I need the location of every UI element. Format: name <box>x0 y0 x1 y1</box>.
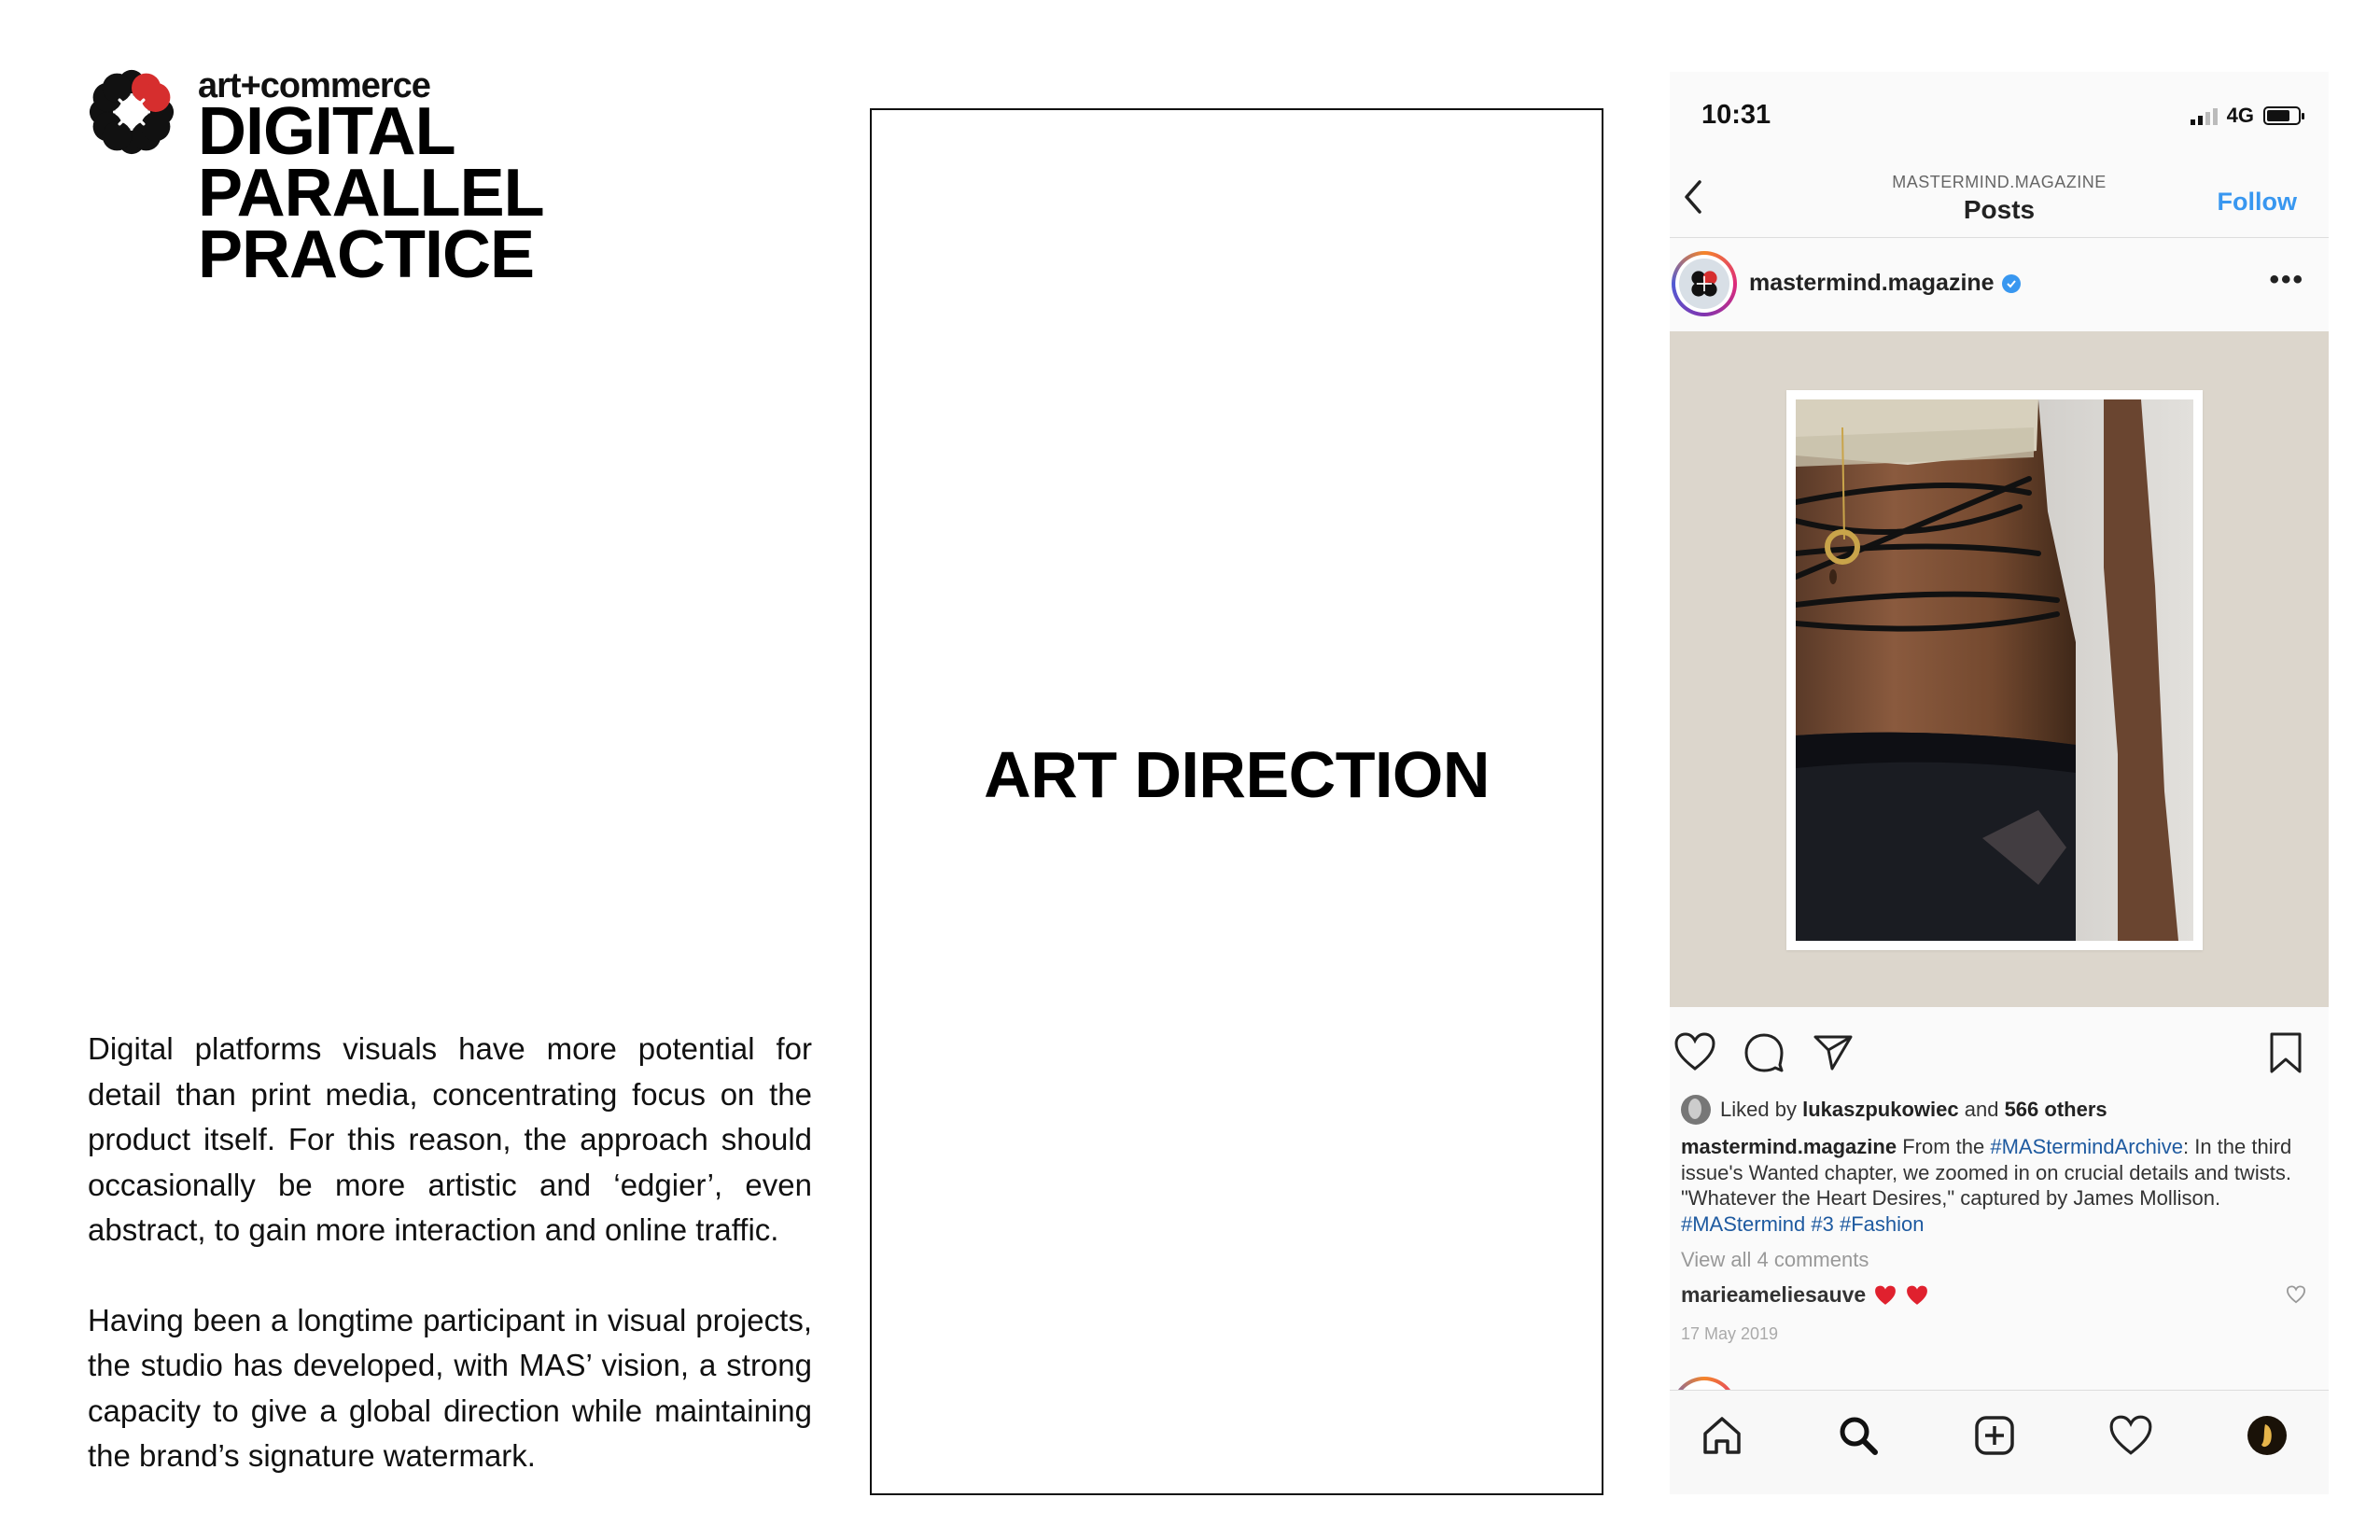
brand-superscript: art+commerce <box>198 66 430 105</box>
username-text: mastermind.magazine <box>1749 270 1995 296</box>
caption-hashtag-archive[interactable]: #MAStermindArchive <box>1990 1135 2183 1158</box>
verified-badge-icon <box>2002 274 2021 293</box>
fashion-photo <box>1796 399 2193 941</box>
liker-avatar <box>1681 1095 1711 1125</box>
nav-title: Posts <box>1963 195 2036 224</box>
clover-logo-icon <box>89 65 175 159</box>
title-line-2: PRACTICE <box>198 217 535 292</box>
red-heart-emoji-icon <box>1873 1284 1897 1307</box>
battery-icon <box>2263 106 2301 125</box>
comment-like-heart-icon[interactable] <box>2286 1285 2306 1304</box>
comment-row <box>1681 1282 1929 1308</box>
avatar[interactable] <box>1672 251 1737 316</box>
status-time: 10:31 <box>1701 100 1771 130</box>
phone-screenshot <box>1670 72 2329 1494</box>
caption-text: : In the third issue's Wanted chapter, we zoomed in on crucial details and twists. "Whatever the Heart Desires," captured by James Mollison. <box>1681 1135 2292 1210</box>
view-all-comments-link[interactable]: View all 4 comments <box>1681 1248 1869 1271</box>
profile-avatar-icon <box>2245 1413 2289 1458</box>
clover-avatar-icon <box>1688 268 1720 300</box>
caption-from: From the <box>1902 1135 1985 1158</box>
post-header <box>1670 238 2329 331</box>
tab-bar <box>1670 1390 2329 1494</box>
photo-frame <box>1786 390 2203 950</box>
brand-header <box>89 65 798 292</box>
comment-icon[interactable] <box>1743 1031 1785 1072</box>
post-date: 17 May 2019 <box>1681 1324 1779 1343</box>
signal-icon <box>2191 106 2218 125</box>
post-actions <box>1670 1015 2329 1089</box>
body-copy <box>88 1027 812 1479</box>
paragraph-1: Digital platforms visuals have more potential for detail than print media, concentrating focus on the product itself. For this reason, the approach should occasionally be more artistic and ‘edgier’, even abstract, to gain more interaction and online traffic. <box>88 1031 812 1247</box>
status-indicators <box>2191 104 2301 128</box>
nav-account-name: MASTERMIND.MAGAZINE <box>1892 173 2107 191</box>
frame-heading: ART DIRECTION <box>984 738 1490 811</box>
liked-prefix: Liked by <box>1720 1098 1797 1121</box>
home-icon <box>1700 1413 1744 1458</box>
likes-summary[interactable] <box>1681 1095 2107 1125</box>
comment-user[interactable]: marieameliesauve <box>1681 1282 1867 1307</box>
post-username[interactable] <box>1749 270 2021 297</box>
post-image[interactable] <box>1670 331 2329 1007</box>
heart-icon[interactable] <box>1673 1031 1716 1072</box>
torso-illustration <box>1796 399 2193 941</box>
tab-activity[interactable] <box>2105 1409 2157 1462</box>
follow-button[interactable]: Follow <box>2217 188 2297 216</box>
network-label: 4G <box>2226 104 2254 127</box>
nav-bar <box>1670 156 2329 238</box>
liked-user: lukaszpukowiec <box>1802 1098 1959 1121</box>
page-title <box>198 94 798 292</box>
red-heart-emoji-icon <box>1905 1284 1929 1307</box>
bookmark-icon[interactable] <box>2267 1031 2304 1074</box>
tab-search[interactable] <box>1832 1409 1884 1462</box>
add-post-icon <box>1972 1413 2017 1458</box>
caption-user[interactable]: mastermind.magazine <box>1681 1135 1897 1158</box>
post-caption <box>1681 1134 2297 1237</box>
paragraph-2: Having been a longtime participant in visual projects, the studio has developed, with MAS’ vision, a strong capacity to give a global direction while maintaining the brand’s signature watermark. <box>88 1302 812 1473</box>
art-direction-frame <box>870 108 1603 1495</box>
liked-and: and <box>1964 1098 1999 1121</box>
search-icon <box>1836 1413 1881 1458</box>
liked-others: 566 others <box>2004 1098 2107 1121</box>
more-options-icon[interactable]: ••• <box>2269 264 2304 295</box>
heart-icon <box>2108 1414 2153 1457</box>
status-bar <box>1670 72 2329 156</box>
tab-home[interactable] <box>1696 1409 1748 1462</box>
tab-profile[interactable] <box>2241 1409 2293 1462</box>
tab-new-post[interactable] <box>1968 1409 2021 1462</box>
title-line-1: DIGITAL PARALLEL <box>198 94 544 231</box>
share-icon[interactable] <box>1812 1031 1855 1072</box>
caption-hashtags[interactable]: #MAStermind #3 #Fashion <box>1681 1211 1925 1236</box>
